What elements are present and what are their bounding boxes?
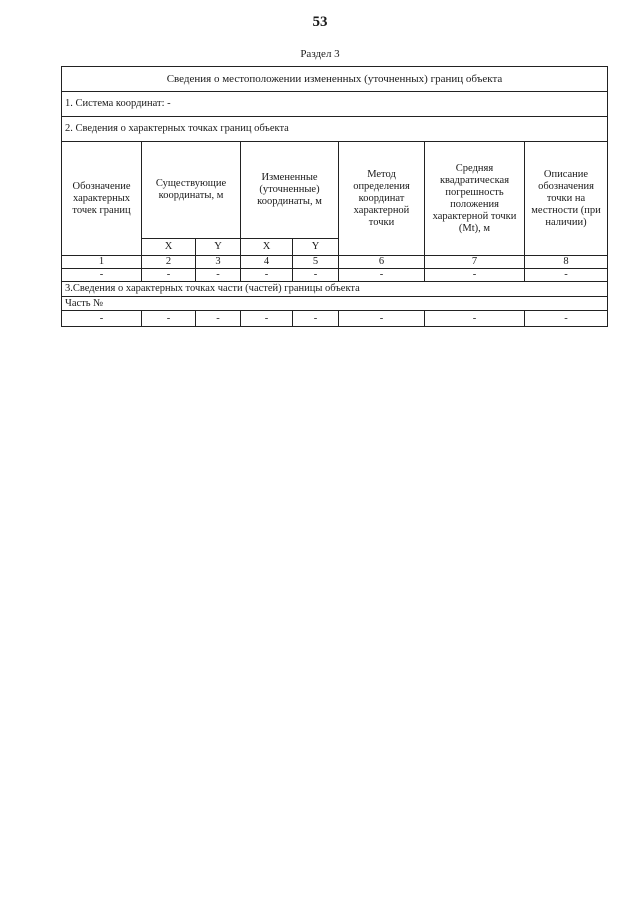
table-cell: - [196, 311, 241, 327]
table-cell: - [196, 269, 241, 282]
table-cell: - [241, 311, 293, 327]
column-number: 6 [339, 256, 425, 269]
header-method: Метод определения координат характерной точки [339, 142, 425, 256]
parts-heading-row: 3.Сведения о характерных точках части (частей) границы объекта [62, 282, 608, 297]
header-changed-y: Y [293, 239, 339, 256]
column-number: 7 [425, 256, 525, 269]
header-existing-x: X [142, 239, 196, 256]
table-cell: - [525, 269, 608, 282]
coordinate-system-row: 1. Система координат: - [62, 92, 608, 117]
table-cell: - [62, 311, 142, 327]
table-title: Сведения о местоположении измененных (уточненных) границ объекта [62, 67, 608, 92]
column-number: 2 [142, 256, 196, 269]
table-cell: - [62, 269, 142, 282]
table-cell: - [339, 269, 425, 282]
table-cell: - [293, 269, 339, 282]
header-existing-y: Y [196, 239, 241, 256]
table-cell: - [425, 269, 525, 282]
table-cell: - [425, 311, 525, 327]
table-cell: - [142, 311, 196, 327]
header-description: Описание обозначения точки на местности (при наличии) [525, 142, 608, 256]
page-number: 53 [312, 14, 328, 30]
table-cell: - [525, 311, 608, 327]
table-row [62, 311, 608, 327]
column-number: 5 [293, 256, 339, 269]
column-number: 3 [196, 256, 241, 269]
table-cell: - [142, 269, 196, 282]
section-label: Раздел 3 [300, 48, 340, 60]
table-row [62, 269, 608, 282]
column-number: 1 [62, 256, 142, 269]
part-number-row: Часть № [62, 297, 608, 311]
header-designation: Обозначение характерных точек границ [62, 142, 142, 256]
table-cell: - [241, 269, 293, 282]
table-cell: - [293, 311, 339, 327]
column-numbers-row [62, 256, 608, 269]
column-number: 4 [241, 256, 293, 269]
table-cell: - [339, 311, 425, 327]
header-existing-coordinates: Существующие координаты, м [142, 142, 241, 239]
header-error: Средняя квадратическая погрешность положения характерной точки (Mt), м [425, 142, 525, 256]
points-heading-row: 2. Сведения о характерных точках границ объекта [62, 117, 608, 142]
header-changed-coordinates: Измененные (уточненные) координаты, м [241, 142, 339, 239]
column-number: 8 [525, 256, 608, 269]
header-changed-x: X [241, 239, 293, 256]
boundary-points-table [61, 66, 608, 327]
